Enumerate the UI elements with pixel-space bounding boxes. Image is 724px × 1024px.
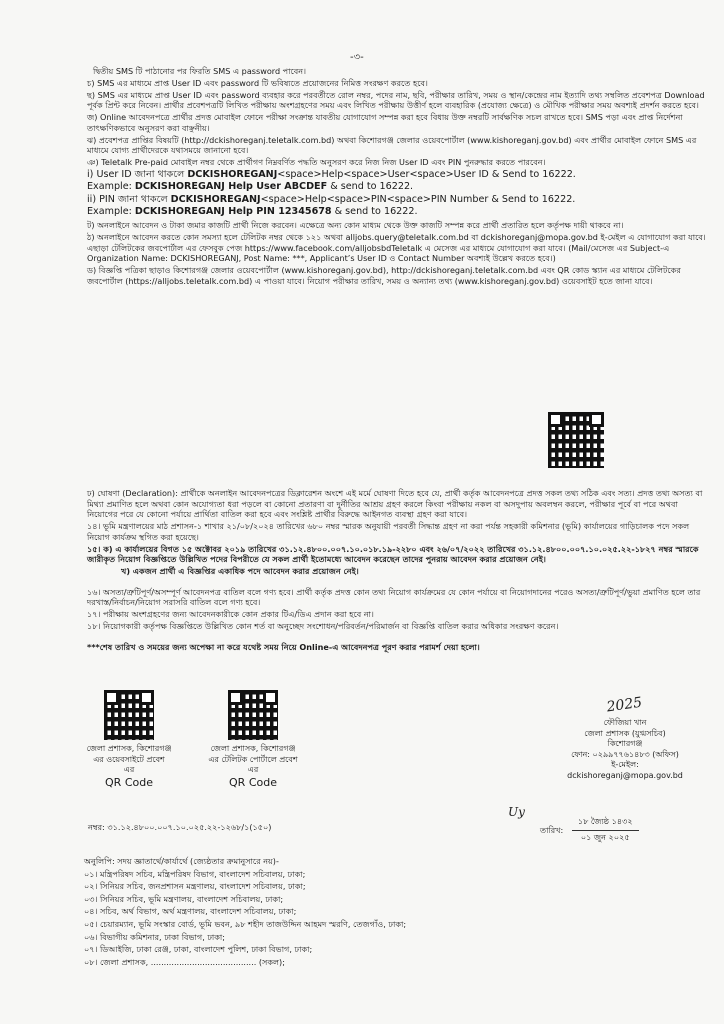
paragraph-cha: চ) SMS এর মাধ্যমে প্রাপ্ত User ID এবং password টি ভবিষ্যতে প্রয়োজনের নিমিত্ত সংরক্ষণ করতে হবে। — [87, 77, 428, 88]
qr-caption-line: এর — [123, 765, 135, 774]
distribution-item: ০৫। চেয়ারম্যান, ভূমি সংস্কার বোর্ড, ভূমি ভবন, ৯৮ শহীদ তাজউদ্দিন আহমদ স্মরণি, তেজগাঁও, ঢাকা; — [84, 918, 407, 929]
recovery-text: <space>Help<space>PIN<space>PIN Number & Send to 16222. — [260, 193, 576, 205]
paragraph-nya: ঞ) Teletalk Pre-paid মোবাইল নম্বর থেকে প্রার্থীগণ নিম্নবর্ণিত পদ্ধতি অনুসরণ করে নিজ নিজ User ID এবং PIN পুনরুদ্ধার করতে পারবেন। — [87, 157, 546, 168]
paragraph-chha: ছ) SMS এর মাধ্যমে প্রাপ্ত User ID এবং password ব্যবহার করে পরবর্তীতে রোল নম্বর, পদের নাম, ছবি, পরীক্ষার তারিখ, সময় ও স্থান/কেন্দ্রের নাম ইত্যাদি তথ্য সম্বলিত প্রবেশপত্র Download পূর্বক প্রিন্ট করে নিবেন। প্রার্থীর প্রবেশপত্রটি লিখিত পরীক্ষায় অংশগ্রহণের সময় এবং লিখিত পরীক্ষায় উত্তীর্ণ হলে ব্যবহারিক (প্রযোজ্য ক্ষেত্রে) ও মৌখিক পরীক্ষার সময় অবশ্যই প্রদর্শন করতে হবে। — [87, 89, 705, 111]
recovery-line-2 — [87, 181, 709, 193]
signatory-phone: ফোন: ০২৯৯৭৭৬১৪৮৩ (অফিস) — [571, 749, 679, 759]
qr-caption-line: এর — [247, 765, 259, 774]
date-block — [540, 815, 639, 846]
recovery-text: i) User ID জানা থাকলে — [87, 169, 188, 181]
distribution-item: ০২। সিনিয়র সচিব, জনপ্রশাসন মন্ত্রণালয়, বাংলাদেশ সচিবালয়, ঢাকা; — [84, 881, 306, 892]
document-body — [87, 66, 709, 288]
distribution-item: ০৮। জেলা প্রশাসক, ......................................... (সকল); — [84, 956, 285, 967]
item-14: ১৪। ভূমি মন্ত্রণালয়ের মাঠ প্রশাসন-১ শাখার ২১/০৮/২০২৪ তারিখের ৬৮০ নম্বর স্মারক অনুযায়ী পরবর্তী সিদ্ধান্ত গ্রহণ না করা পর্যন্ত সহকারী কমিশনার (ভূমি) কার্যালয়ের গাড়িচালক পদে সকল নিয়োগ কার্যক্রম স্থগিত করা হয়েছে। — [87, 521, 690, 542]
qr-code-website — [104, 690, 154, 740]
paragraph-da: ড) বিজ্ঞপ্তি পত্রিকা ছাড়াও কিশোরগঞ্জ জেলার ওয়েবপোর্টাল (www.kishoreganj.gov.bd), http://dckishoreganj.teletalk.com.bd এবং QR কোড স্ক্যান এর মাধ্যমে টেলিটকের জবপোর্টাল (https://alljobs.teletalk.com.bd) এ পাওয়া যাবে। নিয়োগ পরীক্ষার তারিখ, সময় ও অন্যান্য তথ্য (www.kishoreganj.gov.bd) ওয়েবসাইট হতে জানা যাবে। — [87, 265, 681, 286]
recovery-text: & send to 16222. — [327, 181, 414, 193]
distribution-item: ০৭। ডিআইজি, ঢাকা রেঞ্জ, ঢাকা, বাংলাদেশ পুলিশ, ঢাকা বিভাগ, ঢাকা; — [84, 944, 313, 955]
date-fraction — [572, 815, 639, 846]
date-label: তারিখ: — [540, 825, 564, 835]
qr-caption-title: QR Code — [105, 775, 153, 789]
date-gregorian: ০১ জুন ২০২৫ — [580, 832, 630, 842]
qr-caption-line: এর টেলিটক পোর্টালে প্রবেশ — [208, 754, 298, 764]
qr-caption-line: জেলা প্রশাসক, কিশোরগঞ্জ — [210, 744, 296, 753]
recovery-line-1 — [87, 169, 709, 181]
paragraph-ja: জ) Online আবেদনপত্রে প্রার্থীর প্রদত্ত মোবাইল ফোনে পরীক্ষা সংক্রান্ত যাবতীয় যোগাযোগ সম্পন্ন করা হবে বিধায় উক্ত নম্বরটি সার্বক্ষণিক সচল রাখতে হবে। SMS পড়া এবং প্রাপ্ত নির্দেশনা তাৎক্ষণিকভাবে অনুসরণ করা বাঞ্ছনীয়। — [87, 112, 683, 133]
paragraph-ta: ট) অনলাইনে আবেদন ও টাকা জমার কাজটি প্রার্থী নিজে করবেন। এক্ষেত্রে অন্য কোন মাধ্যম থেকে উক্ত কাজটি সম্পন্ন করে প্রার্থী প্রতারিত হলে কর্তৃপক্ষ দায়ী থাকবে না। — [87, 220, 624, 231]
paragraph-tha: ঠ) অনলাইনে আবেদন করতে কোন সমস্যা হলে টেলিটক নম্বর থেকে ১২১ অথবা alljobs.query@teletalk.com.bd বা dckishoreganj@mopa.gov.bd ই-মেইল এ যোগাযোগ করা যাবে। এছাড়া টেলিটকের জবপোর্টাল এর ফেসবুক পেজ https://www.facebook.com/alljobsbdTeletalk এ মেসেজ এর মাধ্যমে যোগাযোগ করা যাবে। (Mail/মেসেজ এর Subject-এ Organization Name: DCKISHOREGANJ, Post Name: ***, Applicant’s User ID ও Contact Number অবশ্যই উল্লেখ করতে হবে।) — [87, 232, 706, 264]
signature-block — [560, 694, 690, 781]
recovery-code: DCKISHOREGANJ Help User ABCDEF — [134, 181, 328, 193]
recovery-code: DCKISHOREGANJ — [187, 169, 278, 181]
qr-code-teletalk — [228, 690, 278, 740]
document-body-2 — [87, 488, 709, 654]
recovery-code: DCKISHOREGANJ Help PIN 12345678 — [134, 206, 332, 218]
signatory-title: জেলা প্রশাসক (যুগ্মসচিব) — [584, 728, 666, 738]
handwritten-initials: Uy — [508, 805, 525, 819]
item-18: ১৮। নিয়োগকারী কর্তৃপক্ষ বিজ্ঞপ্তিতে উল্লিখিত কোন শর্ত বা অনুচ্ছেদ সংশোধন/পরিবর্তন/পরিমার্জন বা বিজ্ঞপ্তি বাতিল করার অধিকার সংরক্ষণ করেন। — [87, 621, 559, 632]
qr-caption-line: জেলা প্রশাসক, কিশোরগঞ্জ — [86, 744, 172, 753]
qr-caption-teletalk — [190, 744, 316, 788]
qr-caption-title: QR Code — [229, 775, 277, 789]
recovery-text: Example: — [87, 181, 135, 193]
item-17: ১৭। পরীক্ষায় অংশগ্রহণের জন্য আবেদনকারীকে কোন প্রকার টিএ/ডিএ প্রদান করা হবে না। — [87, 609, 374, 620]
page-number: -৩- — [350, 52, 364, 63]
memo-number: নম্বর: ৩১.১২.৪৮০০.০০৭.১০.০২৫.২২-১২৬৮/১(১৫০) — [88, 822, 272, 832]
recovery-instructions — [87, 169, 709, 218]
recovery-text: & send to 16222. — [331, 206, 418, 218]
paragraph-sms: দ্বিতীয় SMS টি পাঠানোর পর ফিরতি SMS এ password পাবেন। — [93, 66, 306, 76]
item-16: ১৬। অসত্য/ত্রুটিপূর্ণ/অসম্পূর্ণ আবেদনপত্র বাতিল বলে গণ্য হবে। প্রার্থী কর্তৃক প্রদত্ত কোন তথ্য নিয়োগ কার্যক্রমের যে কোন পর্যায়ে বা নিয়োগদানের পরেও অসত্য/ত্রুটিপূর্ণ/ভুয়া প্রমাণিত হলে তার দরখাস্ত/নির্বাচন/নিয়োগ সরাসরি বাতিল বলে গণ্য হবে। — [87, 586, 701, 608]
recovery-text: ii) PIN জানা থাকলে — [87, 193, 171, 205]
qr-caption-website — [72, 744, 186, 788]
recovery-line-3 — [87, 194, 709, 206]
paragraph-jha: ঝ) প্রবেশপত্র প্রাপ্তির বিষয়টি (http://dckishoreganj.teletalk.com.bd) অথবা কিশোরগঞ্জ জেলার ওয়েবপোর্টাল (www.kishoreganj.gov.bd) এবং প্রার্থীর মোবাইল ফোনে SMS এর মাধ্যমে যোগ্য প্রার্থীদেরকে যথাসময়ে জানানো হবে। — [87, 134, 697, 156]
signatory-name: ফৌজিয়া খান — [603, 718, 647, 727]
paragraph-declaration: ঢ) ঘোষণা (Declaration): প্রার্থীকে অনলাইন আবেদনপত্রের ডিক্লারেশন অংশে এই মর্মে ঘোষণা দিতে হবে যে, প্রার্থী কর্তৃক আবেদনপত্রে প্রদত্ত সকল তথ্য সঠিক এবং সত্য। প্রদত্ত তথ্য অসত্য বা মিথ্যা প্রমাণিত হলে অথবা কোন অযোগ্যতা ধরা পড়লে বা কোনো প্রতারণা বা দুর্নীতির আশ্রয় গ্রহণ করলে কিংবা পরীক্ষায় নকল বা অসদুপায় অবলম্বন করলে, পরীক্ষার পূর্বে বা পরে অথবা নিয়োগের পরে যে কোনো পর্যায়ে প্রার্থিতা বাতিল করা হবে এবং সংশ্লিষ্ট প্রার্থীর বিরুদ্ধে আইনগত ব্যবস্থা গ্রহণ করা যাবে। — [87, 488, 703, 520]
distribution-list — [84, 855, 406, 968]
distribution-item: ০৬। বিভাগীয় কমিশনার, ঢাকা বিভাগ, ঢাকা; — [84, 931, 226, 942]
distribution-item: ০৩। সিনিয়র সচিব, ভূমি মন্ত্রণালয়, বাংলাদেশ সচিবালয়, ঢাকা; — [84, 893, 284, 904]
item-15a: ১৫। ক) এ কার্যালয়ের বিগত ১৫ অক্টোবর ২০১৯ তারিখের ৩১.১২.৪৮০০.০০৭.১০.০১৮.১৯-২২৮০ এবং ২৬/০৭/২০২২ তারিখের ৩১.১২.৪৮০০.০০৭.১০.০২৫.২২-১৮২৭ নম্বর স্মারকে জারীকৃত নিয়োগ বিজ্ঞপ্তিতে উল্লিখিত পদের বিপরীতে যে সকল প্রার্থী ইতোমধ্যে আবেদন করেছেন তাদের পুনরায় আবেদন করার প্রয়োজন নেই। — [87, 543, 699, 565]
distribution-heading: অনুলিপি: সদয় জ্ঞাতার্থে/কার্যার্থে (জ্যেষ্ঠতার ক্রমানুসারে নয়)- — [84, 856, 279, 866]
final-note: ***শেষ তারিখ ও সময়ের জন্য অপেক্ষা না করে যথেষ্ট সময় নিয়ে Online-এ আবেদনপত্র পূরণ করার পরামর্শ দেয়া হলো। — [87, 641, 480, 652]
handwritten-signature: 2025 — [605, 694, 644, 716]
signatory-email: ই-মেইল: dckishoreganj@mopa.gov.bd — [567, 760, 683, 780]
recovery-code: DCKISHOREGANJ — [170, 193, 261, 205]
recovery-text: <space>Help<space>User<space>User ID & Send to 16222. — [277, 169, 576, 181]
item-15b: খ) একজন প্রার্থী এ বিজ্ঞপ্তির একাধিক পদে আবেদন করার প্রয়োজন নেই। — [121, 566, 359, 577]
recovery-text: Example: — [87, 206, 135, 218]
distribution-item: ০১। মন্ত্রিপরিষদ সচিব, মন্ত্রিপরিষদ বিভাগ, বাংলাদেশ সচিবালয়, ঢাকা; — [84, 868, 306, 879]
distribution-item: ০৪। সচিব, অর্থ বিভাগ, অর্থ মন্ত্রণালয়, বাংলাদেশ সচিবালয়, ঢাকা; — [84, 906, 297, 917]
recovery-line-4 — [87, 206, 709, 218]
qr-caption-line: এর ওয়েবসাইটে প্রবেশ — [93, 754, 165, 764]
date-bangla: ১৮ জ্যৈষ্ঠ ১৪৩২ — [572, 815, 639, 831]
signatory-district: কিশোরগঞ্জ — [607, 739, 643, 748]
qr-code-main — [548, 412, 604, 468]
